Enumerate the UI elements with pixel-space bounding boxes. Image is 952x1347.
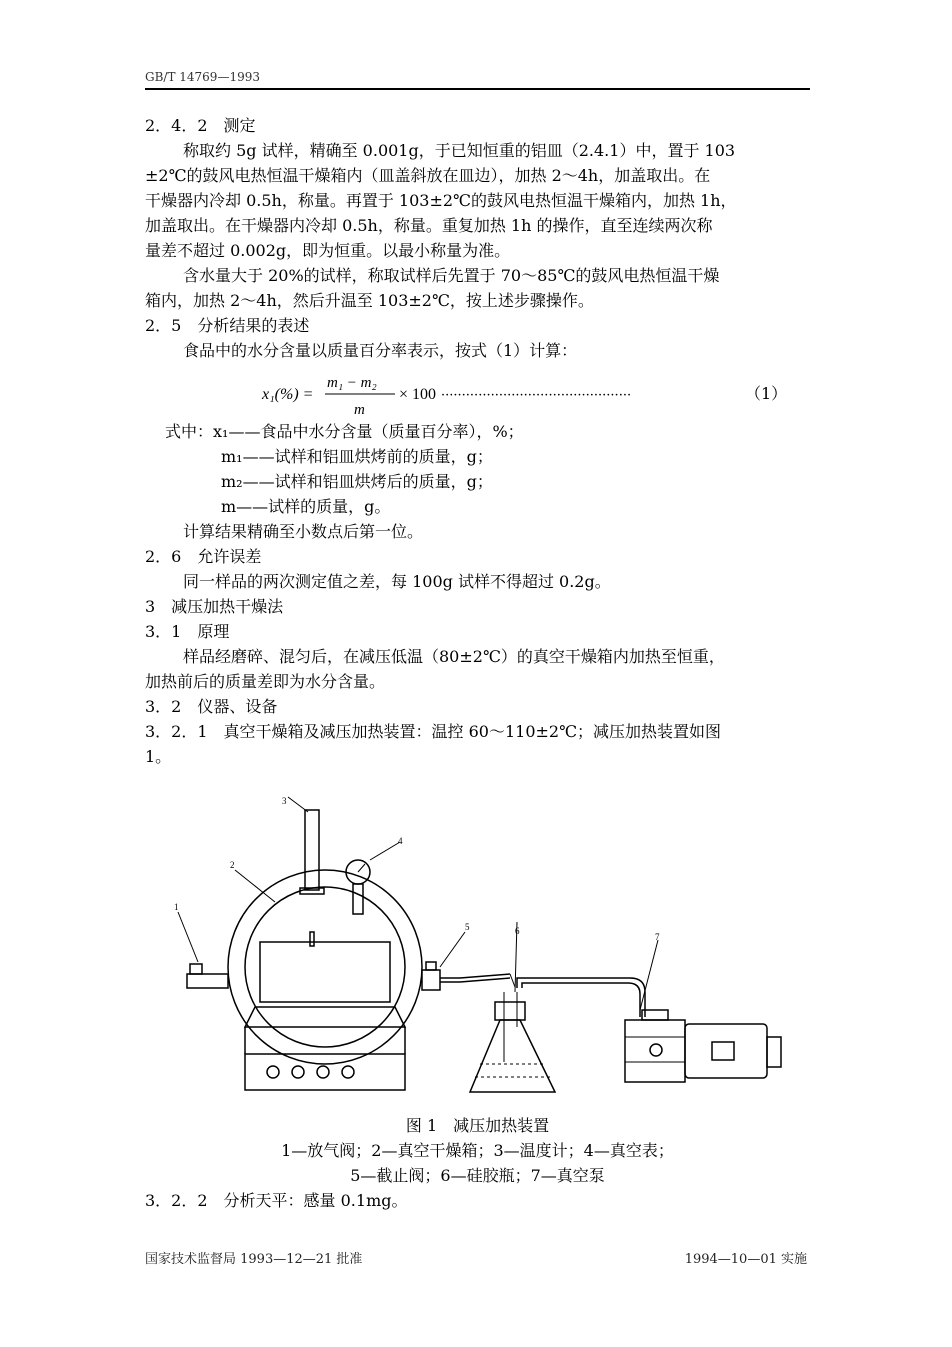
formula-svg [145,363,810,419]
vacuum-pump-head [625,1020,685,1082]
paragraph-line: 计算结果精确至小数点后第一位。 [183,522,424,541]
approval-note: 国家技术监督局 1993—12—21 批准 [145,1252,363,1267]
section-heading-3-1: 3．1 原理 [145,622,230,641]
figure-label: 1 [174,902,179,912]
vent-valve-icon [187,974,228,988]
paragraph-line: 样品经磨碎、混匀后，在减压低温（80±2℃）的真空干燥箱内加热至恒重， [183,647,725,666]
paragraph-line: 加盖取出。在干燥器内冷却 0.5h，称量。重复加热 1h 的操作，直至连续两次称 [145,216,713,235]
paragraph-line: 量差不超过 0.002g，即为恒重。以最小称量为准。 [145,241,511,260]
formula-number: （1） [745,384,788,403]
section-heading-2-6: 2．6 允许误差 [145,547,262,566]
paragraph-line: ±2℃的鼓风电热恒温干燥箱内（皿盖斜放在皿边），加热 2～4h，加盖取出。在 [145,166,711,185]
formula-1 [145,363,810,419]
formula-denominator: m [354,402,365,418]
where-line: m₁——试样和铝皿烘烤前的质量，g； [221,447,493,466]
vacuum-oven-body [228,870,422,1064]
silica-gel-bottle [470,1020,555,1092]
standard-number: GB/T 14769—1993 [145,70,260,84]
paragraph-line: 称取约 5g 试样，精确至 0.001g，于已知恒重的铝皿（2.4.1）中，置于 103 [183,141,736,160]
where-line: 式中：x₁——食品中水分含量（质量百分率），%； [165,422,524,441]
control-knob [317,1066,329,1078]
figure-label: 6 [515,926,520,936]
paragraph-line: 食品中的水分含量以质量百分率表示，按式（1）计算： [183,341,578,360]
figure-caption-legend: 5—截止阀；6—硅胶瓶；7—真空泵 [350,1166,605,1185]
paragraph-line: 含水量大于 20%的试样，称取试样后先置于 70～85℃的鼓风电热恒温干燥 [183,266,720,285]
control-knob [267,1066,279,1078]
figure-label: 4 [398,836,403,846]
paragraph-line: 加热前后的质量差即为水分含量。 [145,672,386,691]
header-rule [145,88,810,90]
oven-control-panel [245,1054,405,1090]
figure-caption-title: 图 1 减压加热装置 [405,1116,550,1135]
section-heading-3-2: 3．2 仪器、设备 [145,697,278,716]
section-heading-3-2-1: 3．2．1 真空干燥箱及减压加热装置：温控 60～110±2℃；减压加热装置如图 [145,722,722,741]
section-heading-2-4-2: 2．4．2 测定 [145,116,256,135]
where-line: m——试样的质量，g。 [221,497,391,516]
figure-label: 7 [655,932,660,942]
thermometer-icon [305,810,319,890]
figure-label: 3 [282,796,287,806]
apparatus-drawing [170,792,800,1102]
control-knob [342,1066,354,1078]
figure-caption-legend: 1—放气阀；2—真空干燥箱；3—温度计；4—真空表； [281,1141,674,1160]
bottle-stopper [495,1002,525,1020]
document-body [145,113,810,769]
oven-chamber-window [260,942,390,1002]
paragraph-line: 箱内，加热 2～4h，然后升温至 103±2℃，按上述步骤操作。 [145,291,594,310]
paragraph-line: 同一样品的两次测定值之差，每 100g 试样不得超过 0.2g。 [183,572,611,591]
figure-label: 2 [230,860,235,870]
formula-dots: ·············································· [441,388,632,403]
paragraph-line: 干燥器内冷却 0.5h，称量。再置于 103±2℃的鼓风电热恒温干燥箱内，加热 1h， [145,191,737,210]
vacuum-tubing [517,978,645,1017]
where-line: m₂——试样和铝皿烘烤后的质量，g； [221,472,493,491]
formula-times: × 100 [399,386,437,403]
control-knob [292,1066,304,1078]
stop-valve-icon [422,970,440,990]
section-heading-2-5: 2．5 分析结果的表述 [145,316,310,335]
paragraph-line: 1。 [145,747,172,766]
figure-label: 5 [465,922,470,932]
section-heading-3-2-2: 3．2．2 分析天平：感量 0.1mg。 [145,1191,408,1210]
vacuum-tubing [440,974,510,978]
formula-numerator: m₁ − m₂ [327,375,377,391]
formula-lhs: x₁(%) = [262,386,314,403]
vacuum-oven-door [245,887,405,1047]
figure-1-apparatus [170,792,800,1106]
implementation-note: 1994—10—01 实施 [684,1252,807,1267]
section-heading-3: 3 减压加热干燥法 [145,597,284,616]
vacuum-pump-motor [685,1024,767,1078]
